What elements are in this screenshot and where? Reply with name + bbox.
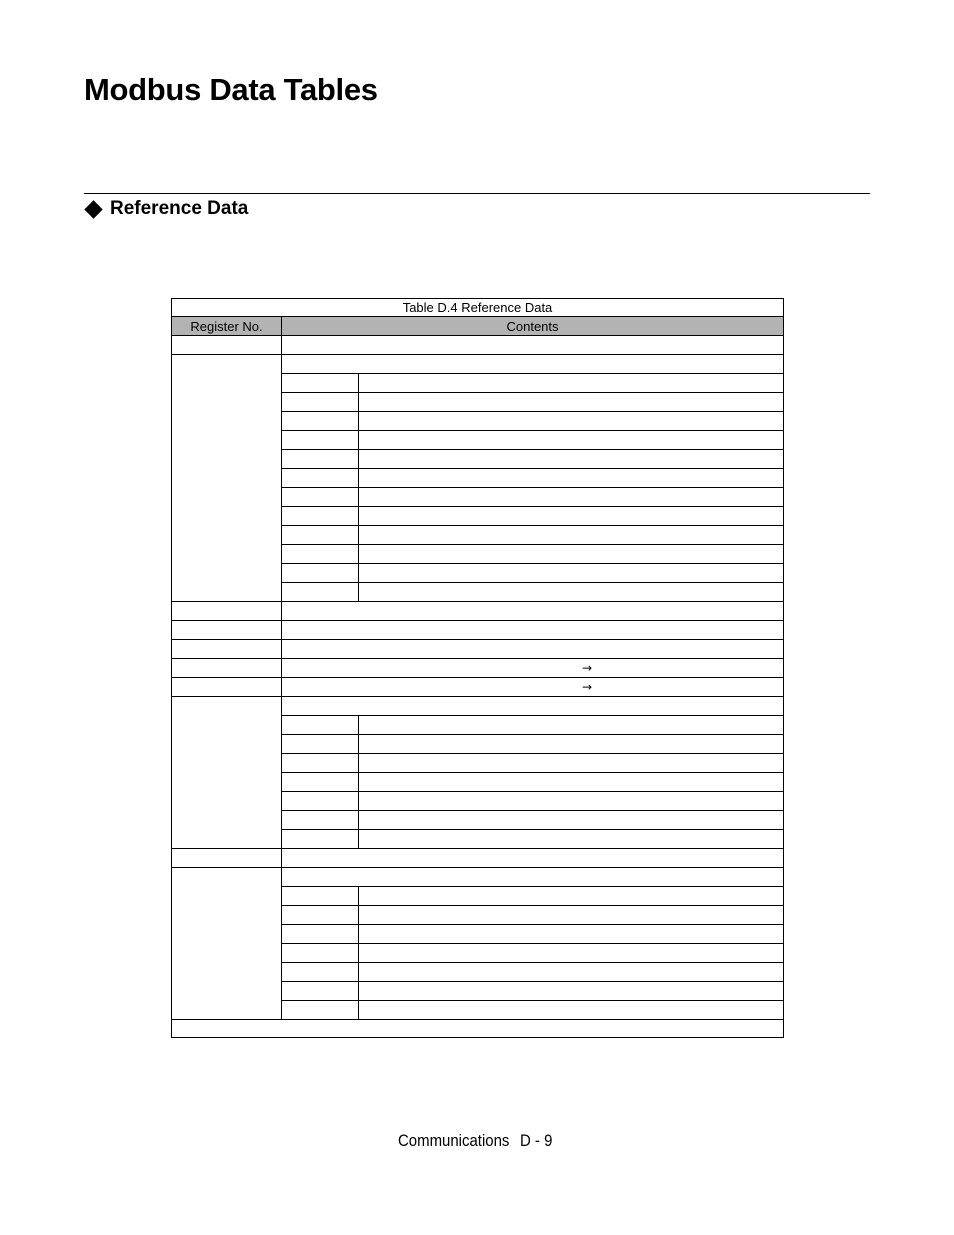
table-row <box>172 640 784 659</box>
page-number: D - 9 <box>519 1131 553 1150</box>
table-row <box>172 697 784 716</box>
table-row <box>172 678 784 697</box>
section-divider <box>84 193 870 194</box>
section-heading-text: Reference Data <box>110 198 249 219</box>
page-title: Modbus Data Tables <box>84 72 378 107</box>
footer-section: Communications <box>398 1131 510 1150</box>
table-footnote-row <box>172 1020 784 1038</box>
reference-data-table <box>171 298 784 1038</box>
table-row <box>172 868 784 887</box>
table-row <box>172 849 784 868</box>
table-row <box>172 355 784 374</box>
section-heading <box>84 198 248 220</box>
header-register-no: Register No. <box>172 317 282 336</box>
page-footer <box>398 1131 552 1151</box>
table-caption: Table D.4 Reference Data <box>172 299 784 317</box>
diamond-icon <box>84 200 102 218</box>
table-row <box>172 621 784 640</box>
arrow-right-icon: → <box>582 661 593 675</box>
table-row <box>172 602 784 621</box>
table-row <box>172 659 784 678</box>
header-contents: Contents <box>282 317 784 336</box>
arrow-right-icon: → <box>582 680 593 694</box>
table-row <box>172 336 784 355</box>
